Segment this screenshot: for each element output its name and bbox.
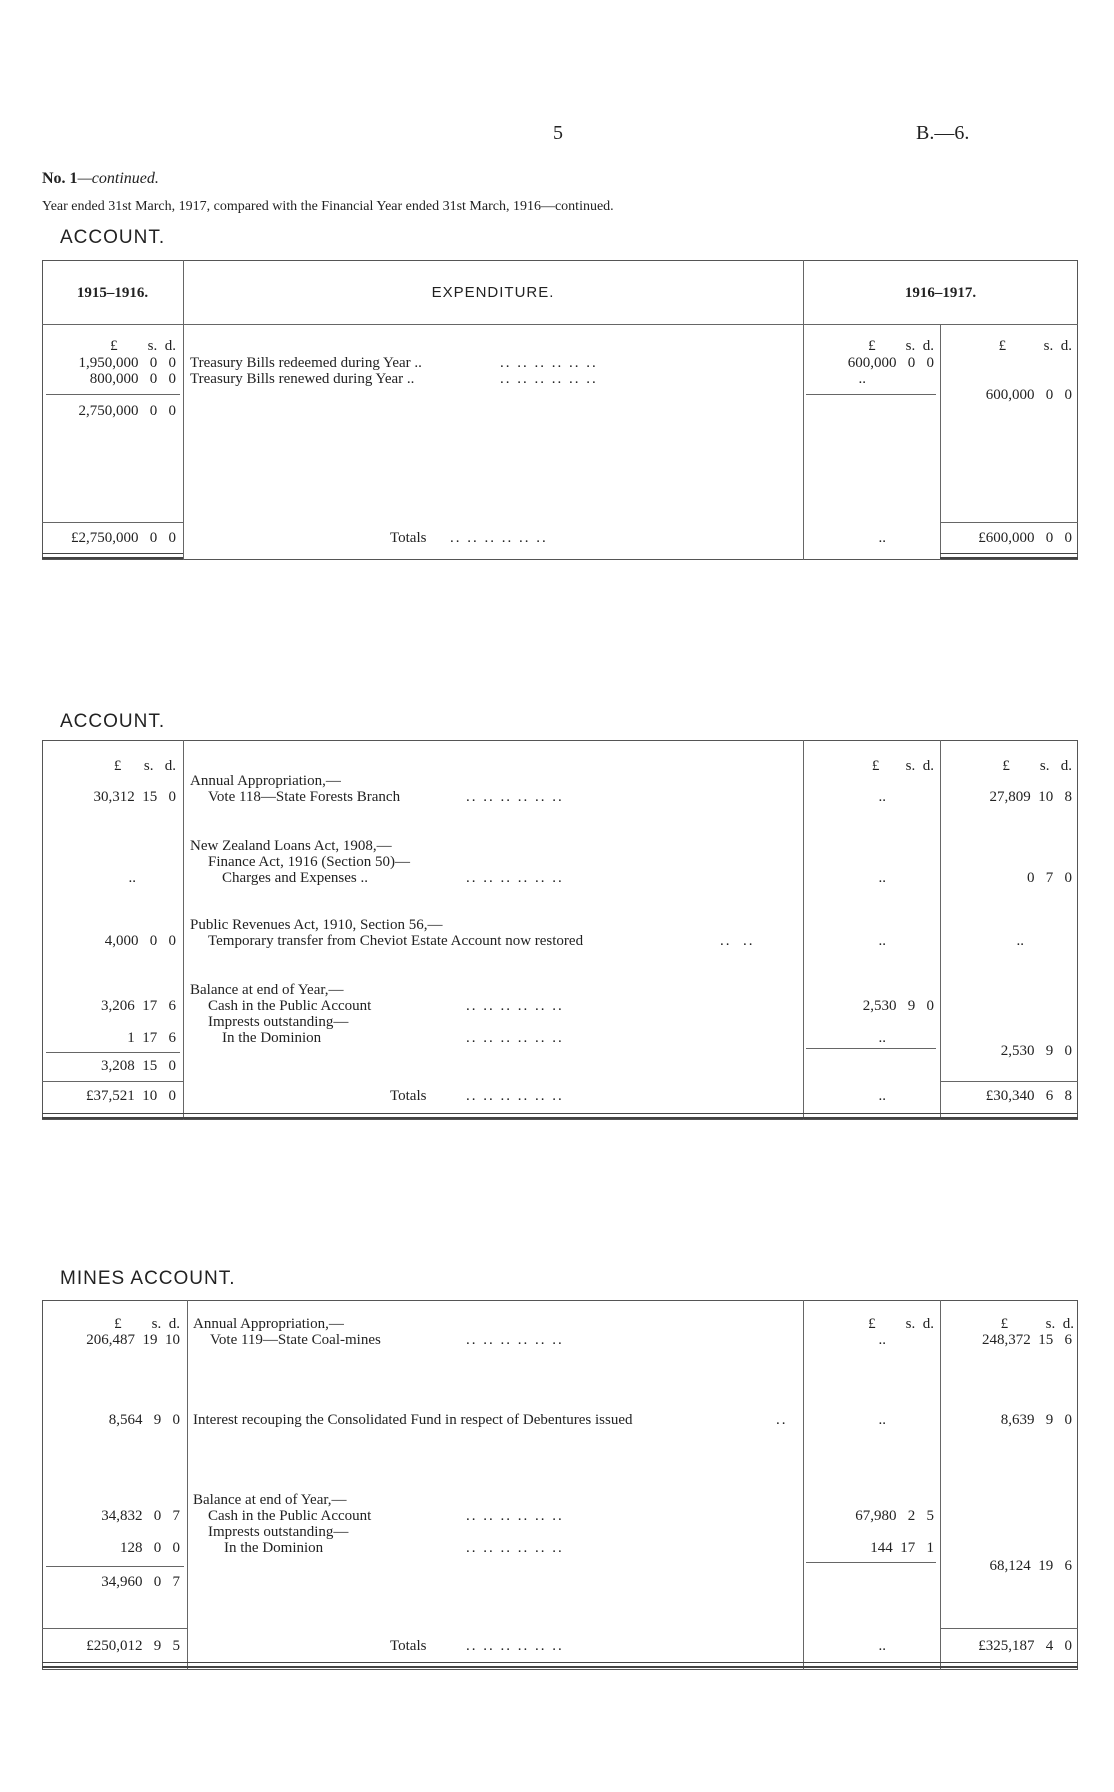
row-description: Charges and Expenses .. <box>222 870 368 886</box>
leader-dots: .. .. .. .. .. .. <box>450 530 548 546</box>
subtotal-rule <box>46 1566 184 1567</box>
totals-label: Totals <box>390 530 427 546</box>
document-number <box>42 170 159 188</box>
total-cell: £2,750,000 0 0 <box>71 530 176 546</box>
amount-cell: 34,832 0 7 <box>101 1508 180 1524</box>
page-reference: B.—6. <box>916 122 970 144</box>
leader-dots: .. .. .. .. .. .. <box>466 1508 564 1524</box>
amount-cell: .. <box>128 870 136 886</box>
row-description: Treasury Bills redeemed during Year .. <box>190 355 422 371</box>
leader-dots: .. .. <box>720 933 755 949</box>
amount-cell: 600,000 0 0 <box>847 355 934 371</box>
row-description: New Zealand Loans Act, 1908,— <box>190 838 392 854</box>
col-header-expenditure: EXPENDITURE. <box>431 284 555 301</box>
col-divider <box>940 324 941 560</box>
document-number-label: No. 1 <box>42 170 78 187</box>
leader-dots: .. .. .. .. .. .. <box>500 371 598 387</box>
col-divider <box>940 740 941 1120</box>
total-rule <box>940 1628 1078 1629</box>
total-rule <box>42 522 183 523</box>
col-divider <box>803 1300 804 1670</box>
col-divider <box>803 740 804 1120</box>
units-left: £ s. d. <box>110 338 176 354</box>
leader-dots: .. .. .. .. .. .. <box>466 789 564 805</box>
units-mid: £ s. d. <box>868 1316 934 1332</box>
total-cell: .. <box>878 530 886 546</box>
amount-cell: 4,000 0 0 <box>104 933 176 949</box>
units-right: £ s. d. <box>998 338 1072 354</box>
row-description: In the Dominion <box>222 1030 322 1046</box>
subtotal-rule <box>806 1048 936 1049</box>
row-description: Balance at end of Year,— <box>193 1492 347 1508</box>
totals-label: Totals <box>390 1638 427 1654</box>
row-description: Temporary transfer from Cheviot Estate Account now restored <box>208 933 584 949</box>
row-description: Cash in the Public Account <box>208 998 372 1014</box>
double-rule <box>42 553 183 559</box>
amount-cell: .. <box>878 789 886 805</box>
subtotal-rule <box>46 394 180 395</box>
total-cell: £37,521 10 0 <box>86 1088 176 1104</box>
leader-dots: .. .. .. .. .. .. <box>466 1540 564 1556</box>
units-mid: £ s. d. <box>871 758 934 774</box>
double-rule <box>940 553 1078 559</box>
row-description: Public Revenues Act, 1910, Section 56,— <box>190 917 443 933</box>
subtotal-cell: 68,124 19 6 <box>989 1558 1072 1574</box>
amount-cell: 67,980 2 5 <box>855 1508 934 1524</box>
units-right: £ s. d. <box>1002 758 1072 774</box>
amount-cell: 8,639 9 0 <box>1000 1412 1072 1428</box>
row-description: In the Dominion <box>224 1540 324 1556</box>
page-subtitle: Year ended 31st March, 1917, compared with the Financial Year ended 31st March, 1916—continued. <box>42 199 614 214</box>
leader-dots: .. .. .. .. .. .. <box>466 1638 564 1654</box>
total-cell: .. <box>878 1088 886 1104</box>
header-divider <box>42 324 1078 325</box>
total-cell: £30,340 6 8 <box>985 1088 1072 1104</box>
col-divider <box>183 260 184 560</box>
subtotal-cell: 2,530 9 0 <box>1000 1043 1072 1059</box>
row-description: Imprests outstanding— <box>208 1014 349 1030</box>
leader-dots: .. .. .. .. .. .. <box>466 870 564 886</box>
total-cell: .. <box>878 1638 886 1654</box>
amount-cell: 30,312 15 0 <box>93 789 176 805</box>
total-rule <box>42 1628 187 1629</box>
total-cell: £250,012 9 5 <box>86 1638 180 1654</box>
leader-dots: .. .. .. .. .. .. <box>466 998 564 1014</box>
subtotal-rule <box>806 394 936 395</box>
row-description: Treasury Bills renewed during Year .. <box>190 371 415 387</box>
units-left: £ s. d. <box>113 758 176 774</box>
total-rule <box>940 522 1078 523</box>
section-title-3: MINES ACCOUNT. <box>60 1268 236 1289</box>
amount-cell: 1,950,000 0 0 <box>78 355 176 371</box>
col-divider <box>940 1300 941 1670</box>
leader-dots: .. <box>776 1412 788 1428</box>
col-header-1916: 1916–1917. <box>904 285 977 301</box>
document-number-continued: —continued. <box>77 170 159 187</box>
col-divider <box>183 740 184 1120</box>
total-cell: £600,000 0 0 <box>978 530 1072 546</box>
amount-cell: 206,487 19 10 <box>86 1332 180 1348</box>
amount-cell: .. <box>878 933 886 949</box>
amount-cell: .. <box>1016 933 1024 949</box>
total-rule <box>940 1081 1078 1082</box>
row-description: Annual Appropriation,— <box>193 1316 344 1332</box>
col-header-1915: 1915–1916. <box>76 285 149 301</box>
amount-cell: .. <box>878 1412 886 1428</box>
subtotal-cell: 2,750,000 0 0 <box>78 403 176 419</box>
col-divider <box>803 260 804 560</box>
col-divider <box>187 1300 188 1670</box>
amount-cell: 8,564 9 0 <box>108 1412 180 1428</box>
amount-cell: .. <box>858 371 866 387</box>
amount-cell: 3,206 17 6 <box>101 998 176 1014</box>
double-rule <box>42 1662 1078 1668</box>
row-description: Finance Act, 1916 (Section 50)— <box>208 854 411 870</box>
row-description: Vote 119—State Coal-mines <box>210 1332 381 1348</box>
amount-cell: 144 17 1 <box>870 1540 934 1556</box>
amount-cell: 128 0 0 <box>120 1540 180 1556</box>
page-number: 5 <box>553 122 563 144</box>
subtotal-cell: 600,000 0 0 <box>985 387 1072 403</box>
subtotal-cell: 3,208 15 0 <box>101 1058 176 1074</box>
units-mid: £ s. d. <box>868 338 934 354</box>
section-title-1: ACCOUNT. <box>60 227 166 248</box>
row-description: Annual Appropriation,— <box>190 773 341 789</box>
amount-cell: 248,372 15 6 <box>982 1332 1072 1348</box>
double-rule <box>42 1113 1078 1119</box>
amount-cell: .. <box>878 1332 886 1348</box>
amount-cell: .. <box>878 1030 886 1046</box>
units-right: £ s. d. <box>1000 1316 1074 1332</box>
row-description: Vote 118—State Forests Branch <box>208 789 401 805</box>
subtotal-rule <box>46 1052 180 1053</box>
amount-cell: 800,000 0 0 <box>89 371 176 387</box>
leader-dots: .. .. .. .. .. .. <box>500 355 598 371</box>
row-description: Cash in the Public Account <box>208 1508 372 1524</box>
amount-cell: 1 17 6 <box>127 1030 176 1046</box>
total-cell: £325,187 4 0 <box>978 1638 1072 1654</box>
row-description: Balance at end of Year,— <box>190 982 344 998</box>
amount-cell: 0 7 0 <box>1027 870 1072 886</box>
expenditure-table-1 <box>42 260 1078 560</box>
amount-cell: 27,809 10 8 <box>989 789 1072 805</box>
row-description: Imprests outstanding— <box>208 1524 349 1540</box>
subtotal-rule <box>806 1562 936 1563</box>
subtotal-cell: 34,960 0 7 <box>101 1574 180 1590</box>
amount-cell: .. <box>878 870 886 886</box>
leader-dots: .. .. .. .. .. .. <box>466 1030 564 1046</box>
row-description: Interest recouping the Consolidated Fund in respect of Debentures issued <box>193 1412 633 1428</box>
totals-label: Totals <box>390 1088 427 1104</box>
amount-cell: 2,530 9 0 <box>862 998 934 1014</box>
section-title-2: ACCOUNT. <box>60 711 166 732</box>
total-rule <box>42 1081 183 1082</box>
leader-dots: .. .. .. .. .. .. <box>466 1088 564 1104</box>
expenditure-table-3 <box>42 1300 1078 1670</box>
leader-dots: .. .. .. .. .. .. <box>466 1332 564 1348</box>
units-left: £ s. d. <box>114 1316 180 1332</box>
